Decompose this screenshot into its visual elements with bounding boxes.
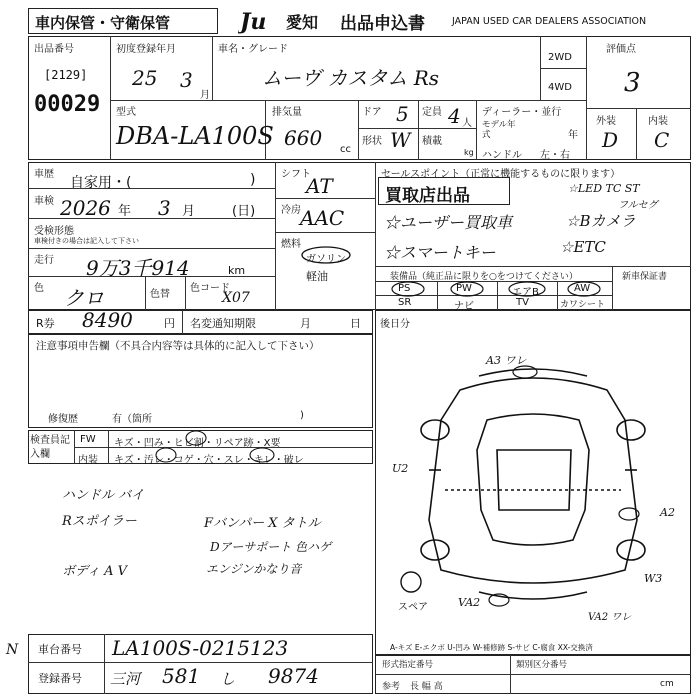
receive-label: 受検形態 [34,226,74,237]
fuel-label: 燃料 [281,239,301,250]
cap-value: 4 [448,104,461,128]
remark-1: ハンドル バイ [62,488,145,503]
notes-label: 注意事項申告欄（不具合内容等は具体的に記入して下さい） [36,340,320,352]
equip-sr: SR [398,297,412,308]
buy-store-box [378,177,510,205]
deadline-day: 日 [350,317,361,330]
mark-left: U2 [392,462,409,475]
year-unit: 年 [568,130,578,141]
handle-value: 左・右 [540,150,570,161]
rating-label: 評価点 [606,44,636,55]
receive-note: 車検付きの場合は記入して下さい [34,237,139,245]
shift-value: AT [306,174,333,198]
damage-legend: A-キズ E-エクボ U-凹み W-補修跡 S-サビ C-腐食 XX-交換済 [390,643,593,652]
inspection-year-unit: 年 [118,204,132,219]
inspector-row1: キズ・凹み・ヒビ割・リペア跡・X要 [114,438,281,449]
chassis-value: LA100S-0215123 [112,636,289,660]
plate-no: 9874 [268,664,319,688]
spare-label: スペア [398,602,428,613]
mark-rear2: VA2 ワレ [588,612,632,623]
repair-value: 有（箇所 [112,414,152,425]
load-label: 積載 [422,136,442,147]
recycle-label: R券 [36,317,55,330]
equip-leather: カワシート [560,300,606,310]
disp-value: 660 [284,126,323,150]
repair-close: ) [300,410,304,421]
buy-store-label: 買取店出品 [385,186,470,206]
aircon-value: AAC [300,206,345,230]
deadline-label: 名変通知期限 [190,317,256,330]
drive-2wd: 2WD [548,52,572,63]
color-code-label: 色コード [190,283,230,294]
model-label: 型式 [116,107,136,118]
inspection-month-unit: 月 [182,204,196,219]
shape-value: W [390,128,411,152]
fuel-gasoline: ガソリン [306,254,346,265]
mileage-label: 走行 [34,255,54,266]
color-code: X07 [222,290,250,306]
reg-label: 初度登録年月 [116,44,176,55]
sales-line-6: フルセグ [618,200,658,211]
car-name-label: 車名・グレード [218,44,288,55]
plate-area: 三河 [110,670,141,688]
storage-box [28,8,218,34]
rating-score: 3 [624,68,641,98]
recycle-value: 8490 [82,308,133,332]
lot-label: 出品番号 [34,44,74,55]
model-year-label: モデル年式 [482,120,516,140]
dealer-label: ディーラー・並行 [482,107,562,118]
equipment-circles [375,281,615,297]
sales-line-5: ☆LED TC ST [568,182,640,195]
mileage-unit: km [228,264,246,277]
footer-label2: 類別区分番号 [516,660,568,670]
equip-pw: PW [456,283,472,294]
mark-rear-right: W3 [644,572,663,585]
equipment-label: 装備品（純正品に限りを○をつけてください） [390,272,578,282]
sales-line-4: ☆ETC [560,238,606,256]
footer-cm: cm [660,679,674,689]
chassis-label: 車台番号 [38,643,82,656]
recycle-unit: 円 [164,317,175,330]
rear-label: 後日分 [380,319,410,330]
drive-4wd: 4WD [548,82,572,93]
disp-label: 排気量 [272,107,302,118]
deadline-month: 月 [300,317,311,330]
color-value: クロ [64,286,104,310]
side-mark: N [6,642,19,658]
inspection-month: 3 [158,196,171,220]
mileage-value: 9万3千914 [86,256,190,280]
inspection-day-unit: (日) [232,204,256,219]
load-unit: kg [464,148,474,157]
remark-4: Fバンパー X タトル [204,516,321,531]
history-label: 車歴 [34,169,54,180]
svg-text:Ju: Ju [240,9,267,34]
inspector-row2-tag: 内装 [78,455,98,466]
footer-ref: 参考 [382,682,401,692]
remark-5: Dアーサポート 色ハゲ [210,540,332,554]
mark-rear: VA2 [458,596,481,609]
inspector-row1-tag: FW [80,434,96,445]
mark-front: A3 ワレ [486,354,527,367]
inspector-row2: キズ・汚レ・コゲ・穴・スレ・キレ・破レ [114,455,304,466]
inspection-label: 車検 [34,196,54,207]
door-value: 5 [396,102,409,126]
inspector-circles [28,430,373,464]
remark-3: ボディ A V [62,564,128,579]
shape-label: 形状 [362,136,382,147]
equip-airbag: エアB [512,287,539,298]
shift-label: シフト [281,169,311,180]
disp-unit: cc [340,144,351,155]
history-value: 自家用・( [70,175,132,191]
sales-line-1: ☆ユーザー買取車 [384,213,513,232]
repair-label: 修復歴 [48,414,78,425]
footer-dims: 長 幅 高 [410,682,443,692]
aircon-label: 冷房 [281,205,301,216]
gasoline-circle [300,245,352,265]
sales-label: セールスポイント（正常に機能するものに限ります） [381,169,621,180]
storage-label: 車内保管・守衛保管 [35,14,171,32]
remark-6: エンジンかなり音 [206,562,302,576]
reg-year: 25 [132,66,158,90]
cap-unit: 人 [462,118,472,129]
new-warranty-label: 新車保証書 [622,272,668,282]
inspection-year: 2026 [60,196,111,220]
org-name: 愛知 [286,13,319,32]
ju-logo [238,8,286,34]
sales-line-2: ☆Bカメラ [566,212,636,230]
plate-label: 登録番号 [38,672,82,685]
door-label: ドア [362,107,382,118]
lot-code: [2129] [44,68,88,82]
color-no-label: 色替 [150,289,170,300]
fuel-diesel: 軽油 [306,270,328,283]
reg-month-unit: 月 [200,90,210,101]
ext-label: 外装 [596,116,616,127]
inspector-label: 検査員記入欄 [30,435,70,460]
reg-month: 3 [180,68,193,92]
color-label: 色 [34,283,44,294]
equip-ps: PS [398,283,411,294]
plate-class: 581 [162,664,201,688]
equip-tv: TV [516,297,529,308]
form-title: 出品申込書 [340,14,425,34]
car-name: ムーヴ カスタム Rs [262,66,440,90]
equip-navi: ナビ [454,301,474,312]
mark-right: A2 [660,506,675,519]
lot-number: 00029 [34,92,101,117]
ext-grade: D [602,128,619,152]
sales-line-3: ☆スマートキー [384,243,496,262]
handle-label: ハンドル [482,150,522,161]
model-value: DBA-LA100S [116,122,274,150]
int-label: 内装 [648,116,668,127]
int-grade: C [654,128,670,152]
footer-label1: 形式指定番号 [382,660,434,670]
association-name: JAPAN USED CAR DEALERS ASSOCIATION [452,16,647,27]
history-close: ) [250,172,256,188]
cap-label: 定員 [422,107,442,118]
equip-aw: AW [574,283,591,294]
remark-2: Rスポイラー [62,514,137,529]
plate-kana: し [220,670,236,688]
